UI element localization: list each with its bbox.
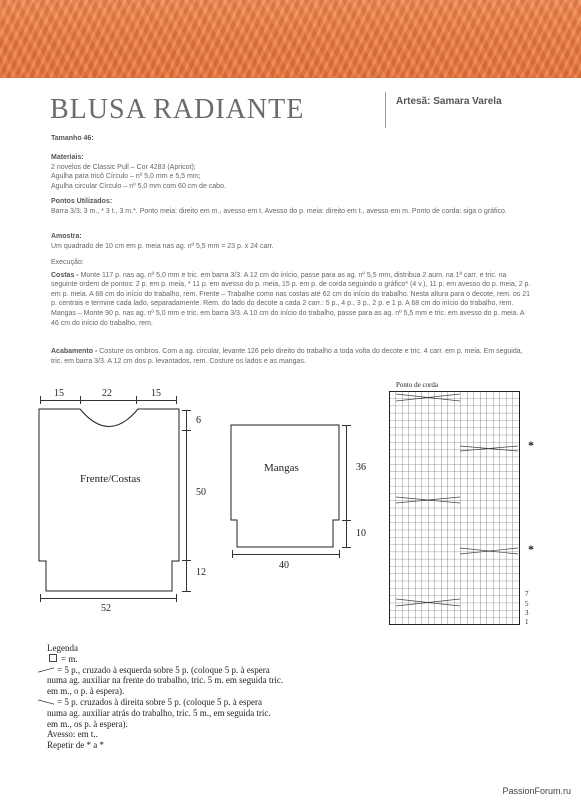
- cable-right-icon: [38, 699, 54, 705]
- legend-item: = 5 p. cruzados à direita sobre 5 p. (coloque 5 p. à espera: [57, 696, 263, 707]
- stitches-heading: Pontos Utilizados:: [51, 198, 113, 205]
- legend-item: numa ag. auxiliar na frente do trabalho, tric. 5 m. em seguida tric.: [47, 675, 284, 686]
- yarn-banner-image: [0, 0, 581, 78]
- gauge-heading: Amostra:: [51, 233, 82, 240]
- legend-item: = 5 p., cruzado à esquerda sobre 5 p. (coloque 5 p. à espera: [57, 664, 270, 675]
- execution-lead: Costas -: [51, 271, 79, 279]
- legend-item: Repetir de * a *: [47, 740, 104, 751]
- execution-section: [51, 258, 531, 328]
- materials-heading: Materiais:: [51, 154, 84, 161]
- row-number: 1: [525, 618, 529, 626]
- artisan-credit: Artesã: Samara Varela: [396, 96, 502, 107]
- legend-item: = m.: [61, 653, 78, 664]
- sleeve-shape: [230, 424, 340, 548]
- materials-line: Agulha para tricô Círculo – nº 5,0 mm e 5,5 mm;: [51, 173, 201, 181]
- row-number: 3: [525, 609, 529, 617]
- materials-line: Agulha circular Círculo – nº 5,0 mm com 60 cm de cabo.: [51, 182, 226, 190]
- execution-heading: Execução:: [51, 259, 84, 266]
- cable-left-icon: [38, 667, 54, 673]
- dim-label: 52: [101, 603, 111, 614]
- header-divider: [385, 92, 386, 128]
- finishing-lead: Acabamento -: [51, 348, 98, 355]
- dim-label: 36: [356, 462, 366, 473]
- materials-line: 2 novelos de Classic Pull – Cor 4283 (Apricot);: [51, 163, 196, 171]
- repeat-marker: *: [528, 438, 534, 452]
- dim-label: 40: [279, 560, 289, 571]
- stitches-section: [51, 197, 531, 216]
- execution-text: Monte 117 p. nas ag. nº 5,0 mm e tric. em barra 3/3. A 12 cm do início, passe para as ag. nº 5,5 mm, distribua 2 aum. na 1ª carr. e tric. na seguinte ordem de pontos: 2 p. em p. meia, * 11 p. em avesso do p. meia, 15 p. em p. de corda seguindo o gráfico* (4 v.), 11 p. em avesso do p. meia, 2 p. em p. meia. A 68 cm do início do trabalho, rem. Frente – Trabalhe como nas costas até 62 cm do início do trabalho. Nesta altura para o decote, rem. os 21 p. centrais e termine cada lado, separadamente. Rem. do lado do decote a cada 2 carr.: 5 p., 4 p., 3 p., 2 p. e 1 p. A 68 cm do início do trabalho, rem. Mangas – Monte 90 p. nas ag. nº 5,0 mm e tric. em barra 3/3. A 10 cm do início do trabalho, passe para as ag. nº 5,5 mm e tric. em avesso do p. meia. A 46 cm do início do trabalho, rem.: [51, 271, 531, 327]
- finishing-text: Costure os ombros. Com a ag. circular, levante 126 pelo direito do trabalho a toda volta do decote e tric. 4 carr. em p. meia. Em seguida, tric. em barra 3/3. A 12 cm dos p. levantados, rem. Costure os lados e as mangas.: [51, 348, 523, 365]
- front-back-shape: [38, 408, 180, 592]
- gauge-section: [51, 232, 531, 251]
- row-number: 7: [525, 590, 529, 598]
- legend-item: em m., os p. à espera).: [47, 718, 128, 729]
- size-label: Tamanho 46:: [51, 135, 94, 142]
- finishing-section: [51, 347, 531, 366]
- page-title: BLUSA RADIANTE: [50, 94, 305, 125]
- dim-label: 15: [54, 388, 64, 399]
- knit-square-icon: [49, 654, 57, 662]
- row-number: 5: [525, 600, 529, 608]
- dim-label: 10: [356, 528, 366, 539]
- dim-line: [40, 400, 176, 401]
- chart-title: Ponto de corda: [396, 381, 438, 389]
- legend-title: Legenda: [47, 643, 78, 653]
- sleeve-label: Mangas: [264, 462, 299, 474]
- cable-stitch-chart: [389, 391, 523, 627]
- legend-item: numa ag. auxiliar atrás do trabalho, tric. 5 m., em seguida tric.: [47, 707, 271, 718]
- dim-label: 12: [196, 567, 206, 578]
- gauge-text: Um quadrado de 10 cm em p. meia nas ag. nº 5,5 mm = 23 p. x 24 carr.: [51, 242, 274, 250]
- stitches-text: Barra 3/3: 3 m., * 3 t., 3 m.*. Ponto meia: direito em m., avesso em t. Avesso do p. meia: direito em t., avesso em m. Ponto de corda: siga o gráfico.: [51, 207, 507, 215]
- dim-label: 50: [196, 487, 206, 498]
- legend: [47, 643, 367, 751]
- watermark: PassionForum.ru: [502, 786, 571, 796]
- materials-section: [51, 153, 531, 191]
- dim-label: 22: [102, 388, 112, 399]
- dim-label: 6: [196, 415, 201, 426]
- legend-item: Avesso: em t..: [47, 729, 98, 740]
- legend-item: em m., o p. à espera).: [47, 686, 125, 697]
- front-back-label: Frente/Costas: [80, 473, 141, 485]
- repeat-marker: *: [528, 542, 534, 556]
- dim-label: 15: [151, 388, 161, 399]
